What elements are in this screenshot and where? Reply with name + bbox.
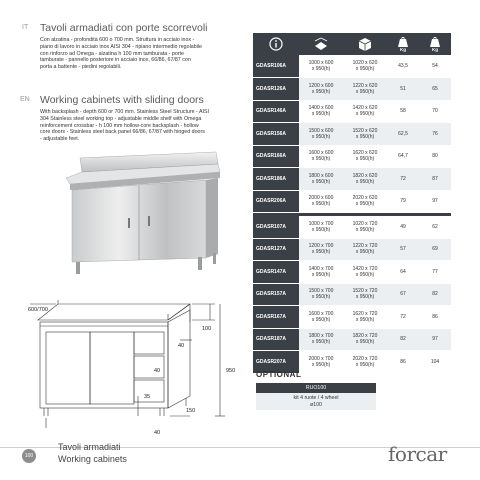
package-cell	[343, 283, 387, 306]
net-weight: 72	[387, 168, 419, 191]
dim-35: 35	[144, 394, 151, 400]
gross-weight: 87	[419, 168, 451, 191]
package-cell	[343, 306, 387, 329]
dimensions-line: 1500 x 600	[308, 127, 334, 134]
package-cell	[343, 123, 387, 146]
dimensions-line: x 950(h)	[311, 361, 331, 368]
package-line: 1220 x 720	[352, 243, 378, 250]
dimensions-line: 2000 x 600	[308, 195, 334, 202]
info-icon	[269, 37, 283, 51]
gross-weight: 76	[419, 123, 451, 146]
dimensions-line: 1600 x 600	[308, 150, 334, 157]
dimensions-line: x 950(h)	[311, 339, 331, 346]
table-row	[253, 238, 451, 261]
dimensions-cell	[299, 55, 343, 78]
optional-desc	[256, 393, 376, 410]
desc-it-line: con rinforzo ad Omega - alzatina h 100 mm tamburata - porte	[40, 50, 184, 57]
package-line: 2020 x 620	[352, 195, 378, 202]
package-cell	[343, 100, 387, 123]
product-code: GDASR206A	[253, 190, 299, 213]
technical-drawing	[20, 300, 235, 440]
package-line: 1020 x 620	[352, 60, 378, 66]
net-weight: 67	[387, 283, 419, 306]
dim-depth: 600/700	[28, 307, 48, 313]
table-row	[253, 306, 451, 329]
dimensions-cell	[299, 145, 343, 168]
package-line: x 950(h)	[355, 133, 375, 140]
package-cell	[343, 328, 387, 351]
brand-logo: forcar	[388, 442, 447, 466]
dimensions-line: x 950(h)	[311, 66, 331, 72]
net-weight: 51	[387, 78, 419, 101]
desc-en-line: reinforcement crossbar - h 100 mm hollow-core backsplash - hollow	[40, 122, 199, 129]
package-cell	[343, 261, 387, 284]
package-line: x 950(h)	[355, 66, 375, 72]
dimensions-cell	[299, 238, 343, 261]
optional-desc-line: kit 4 ruote / 4 wheel	[293, 395, 339, 401]
package-line: 1820 x 620	[352, 172, 378, 179]
table-row	[253, 328, 451, 351]
package-line: 1420 x 620	[352, 105, 378, 112]
package-line: x 950(h)	[355, 226, 375, 233]
desc-it-line: Con alzatina - profondità 600 o 700 mm. Struttura in acciaio inox -	[40, 37, 195, 43]
product-code: GDASR186A	[253, 168, 299, 191]
package-cell	[343, 168, 387, 191]
header-weight-gross	[419, 33, 451, 55]
header-weight-net	[387, 33, 419, 55]
package-line: x 950(h)	[355, 201, 375, 208]
package-line: x 950(h)	[355, 88, 375, 95]
dimensions-line: x 950(h)	[311, 201, 331, 208]
lang-label-it: IT	[22, 24, 29, 31]
lang-label-en: EN	[20, 96, 30, 103]
dimensions-line: x 950(h)	[311, 249, 331, 256]
dimensions-cell	[299, 261, 343, 284]
package-line: 1620 x 620	[352, 150, 378, 157]
table-row	[253, 78, 451, 101]
dimensions-line: x 950(h)	[311, 156, 331, 163]
package-cell	[343, 145, 387, 168]
gross-weight: 97	[419, 190, 451, 213]
table-row	[253, 123, 451, 146]
dimensions-cell	[299, 306, 343, 329]
product-photo	[58, 150, 228, 278]
dim-40-a: 40	[178, 343, 185, 349]
dimensions-cell	[299, 283, 343, 306]
net-weight: 72	[387, 306, 419, 329]
dimensions-line: 1800 x 700	[308, 333, 334, 340]
product-code: GDASR106A	[253, 55, 299, 78]
net-weight: 62,5	[387, 123, 419, 146]
package-line: 1020 x 720	[352, 220, 378, 227]
package-line: x 950(h)	[355, 339, 375, 346]
package-line: x 950(h)	[355, 178, 375, 185]
dimensions-cell	[299, 78, 343, 101]
dimensions-icon	[313, 37, 329, 51]
net-weight: 57	[387, 238, 419, 261]
table-header-row	[253, 33, 451, 55]
dimensions-cell	[299, 190, 343, 213]
weight-gross-icon	[429, 37, 441, 47]
package-cell	[343, 190, 387, 213]
optional-box	[256, 383, 376, 410]
spec-table	[253, 33, 451, 374]
header-dimensions	[299, 33, 343, 55]
header-package	[343, 33, 387, 55]
description-it	[40, 37, 225, 71]
gross-weight: 86	[419, 306, 451, 329]
net-weight: 64	[387, 261, 419, 284]
package-cell	[343, 55, 387, 78]
table-row	[253, 190, 451, 213]
table-row	[253, 100, 451, 123]
package-cell	[343, 238, 387, 261]
product-code: GDASR166A	[253, 145, 299, 168]
gross-weight: 104	[419, 351, 451, 374]
title-en: Working cabinets with sliding doors	[40, 94, 204, 106]
table-row	[253, 55, 451, 78]
gross-weight: 65	[419, 78, 451, 101]
product-code: GDASR167A	[253, 306, 299, 329]
optional-title: OPTIONAL	[256, 370, 302, 379]
dimensions-line: 1200 x 700	[308, 243, 334, 250]
table-group-700	[253, 216, 451, 374]
dimensions-line: x 950(h)	[311, 111, 331, 118]
dim-150: 150	[186, 408, 196, 414]
dimensions-line: x 950(h)	[311, 88, 331, 95]
dimensions-line: x 950(h)	[311, 133, 331, 140]
desc-it-line: tamburate - pannello posteriore in acciaio inox, 66/86, 67/87 con	[40, 57, 191, 64]
table-row	[253, 216, 451, 239]
product-code: GDASR187A	[253, 328, 299, 351]
dimensions-line: x 950(h)	[311, 178, 331, 185]
product-code: GDASR207A	[253, 351, 299, 374]
net-weight: 43,5	[387, 55, 419, 78]
desc-it-line: piano di lavoro in acciaio inox AISI 304 - ripiano intermedio regolabile	[40, 43, 202, 50]
package-line: 1420 x 720	[352, 265, 378, 272]
package-line: x 950(h)	[355, 316, 375, 323]
table-row	[253, 283, 451, 306]
package-cell	[343, 351, 387, 374]
optional-code: RUO100	[256, 383, 376, 393]
desc-en-line: With backsplash - depth 600 or 700 mm. Stainless Steel Structure - AISI	[40, 109, 209, 115]
dimensions-line: x 950(h)	[311, 294, 331, 301]
product-code: GDASR146A	[253, 100, 299, 123]
dimensions-line: 1000 x 600	[308, 60, 334, 66]
dimensions-cell	[299, 123, 343, 146]
gross-weight: 70	[419, 100, 451, 123]
net-weight: 82	[387, 328, 419, 351]
desc-en-line: - adjustable feet.	[40, 136, 80, 143]
dimensions-line: 1800 x 600	[308, 172, 334, 179]
table-group-600	[253, 55, 451, 213]
package-line: 2020 x 720	[352, 355, 378, 362]
package-cell	[343, 78, 387, 101]
table-row	[253, 168, 451, 191]
dimensions-line: 1400 x 600	[308, 105, 334, 112]
package-line: x 950(h)	[355, 156, 375, 163]
dimensions-line: x 950(h)	[311, 316, 331, 323]
package-cell	[343, 216, 387, 239]
unit-kg-gross: Kg	[432, 46, 438, 52]
gross-weight: 69	[419, 238, 451, 261]
product-code: GDASR156A	[253, 123, 299, 146]
product-code: GDASR107A	[253, 216, 299, 239]
package-line: 1520 x 620	[352, 127, 378, 134]
desc-en-line: 304 Stainless steel working top - adjustable middle shelf with Omega	[40, 115, 202, 122]
optional-desc-line: ø100	[310, 401, 322, 408]
product-code: GDASR157A	[253, 283, 299, 306]
dimensions-cell	[299, 100, 343, 123]
dimensions-cell	[299, 351, 343, 374]
dim-40-b: 40	[154, 368, 161, 374]
net-weight: 64,7	[387, 145, 419, 168]
dimensions-line: 1600 x 700	[308, 310, 334, 317]
package-line: x 950(h)	[355, 111, 375, 118]
gross-weight: 62	[419, 216, 451, 239]
package-line: x 950(h)	[355, 361, 375, 368]
package-line: x 950(h)	[355, 294, 375, 301]
gross-weight: 80	[419, 145, 451, 168]
weight-net-icon	[397, 37, 409, 47]
title-it: Tavoli armadiati con porte scorrevoli	[40, 22, 208, 34]
dim-40-c: 40	[154, 430, 161, 436]
dimensions-line: 1400 x 700	[308, 265, 334, 272]
gross-weight: 54	[419, 55, 451, 78]
footer-title-en: Working cabinets	[58, 454, 127, 464]
product-code: GDASR147A	[253, 261, 299, 284]
dimensions-line: 1000 x 700	[308, 220, 334, 227]
net-weight: 79	[387, 190, 419, 213]
gross-weight: 77	[419, 261, 451, 284]
dimensions-line: 1200 x 600	[308, 82, 334, 89]
dimensions-cell	[299, 216, 343, 239]
gross-weight: 97	[419, 328, 451, 351]
package-icon	[357, 37, 373, 51]
package-line: 1520 x 720	[352, 288, 378, 295]
net-weight: 86	[387, 351, 419, 374]
dimensions-line: x 950(h)	[311, 226, 331, 233]
product-code: GDASR126A	[253, 78, 299, 101]
footer-title-it: Tavoli armadiati	[58, 442, 121, 452]
dim-height: 950	[226, 368, 236, 374]
dim-backsplash: 100	[202, 326, 212, 332]
desc-en-line: core doors - Stainless steel back panel 66/86, 67/87 with hinged doors	[40, 129, 205, 136]
package-line: x 950(h)	[355, 249, 375, 256]
package-line: 1220 x 620	[352, 82, 378, 89]
net-weight: 49	[387, 216, 419, 239]
net-weight: 58	[387, 100, 419, 123]
dimensions-cell	[299, 328, 343, 351]
product-code: GDASR127A	[253, 238, 299, 261]
unit-kg-net: Kg	[400, 46, 406, 52]
package-line: 1620 x 720	[352, 310, 378, 317]
header-info	[253, 33, 299, 55]
desc-it-line: porta a battente - piedini regolabili.	[40, 64, 122, 71]
table-row	[253, 261, 451, 284]
gross-weight: 82	[419, 283, 451, 306]
table-row	[253, 145, 451, 168]
description-en	[40, 109, 225, 143]
page-number: 100	[22, 449, 36, 463]
dimensions-line: 2000 x 700	[308, 355, 334, 362]
dimensions-cell	[299, 168, 343, 191]
package-line: 1820 x 720	[352, 333, 378, 340]
package-line: x 950(h)	[355, 271, 375, 278]
dimensions-line: x 950(h)	[311, 271, 331, 278]
dimensions-line: 1500 x 700	[308, 288, 334, 295]
